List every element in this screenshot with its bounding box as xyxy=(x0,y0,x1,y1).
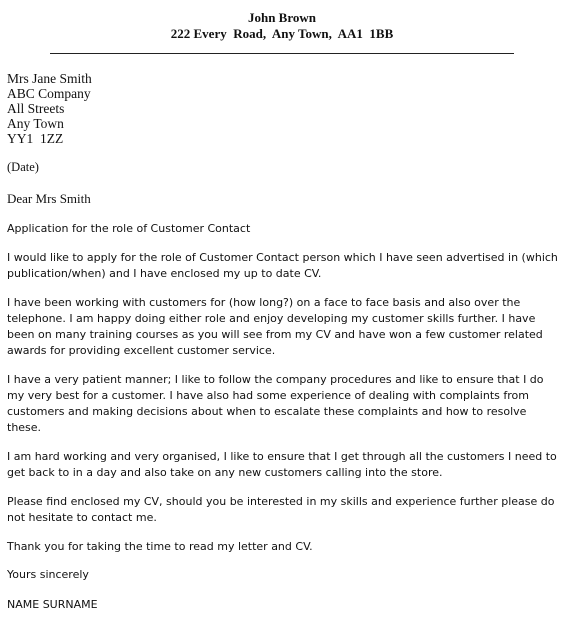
signature-name: NAME SURNAME xyxy=(7,598,98,611)
sender-name: John Brown xyxy=(247,10,317,25)
header-divider xyxy=(50,53,514,54)
letter-date: (Date) xyxy=(7,160,39,174)
body-paragraph: I would like to apply for the role of Customer Contact person which I have seen advertised in (which publication/when) and I have enclosed my up to date CV. xyxy=(7,251,558,280)
body-paragraph: Please find enclosed my CV, should you be interested in my skills and experience further please do not hesitate to contact me. xyxy=(7,495,555,524)
body-paragraph: I have a very patient manner; I like to follow the company procedures and like to ensure that I do my very best for a customer. I have also had some experience of dealing with complaints from customers and making decisions about when to escalate these complaints and how to resolve these. xyxy=(7,373,544,434)
recipient-postcode: YY1 1ZZ xyxy=(7,131,64,146)
salutation: Dear Mrs Smith xyxy=(7,191,91,206)
recipient-town: Any Town xyxy=(7,116,64,131)
sender-header xyxy=(0,0,564,42)
body-paragraph: I have been working with customers for (how long?) on a face to face basis and also over the telephone. I am happy doing either role and enjoy developing my customer skills further. I have been on many training courses as you will see from my CV and have won a few customer related awards for providing excellent customer service. xyxy=(7,296,543,357)
subject-line: Application for the role of Customer Contact xyxy=(7,222,251,235)
thank-you-paragraph: Thank you for taking the time to read my letter and CV. xyxy=(7,540,313,553)
recipient-name: Mrs Jane Smith xyxy=(7,71,92,86)
closing: Yours sincerely xyxy=(7,568,89,581)
sender-address: 222 Every Road, Any Town, AA1 1BB xyxy=(170,26,394,41)
body-paragraph: I am hard working and very organised, I like to ensure that I get through all the customers I need to get back to in a day and also take on any new customers calling into the store. xyxy=(7,450,557,479)
recipient-company: ABC Company xyxy=(7,86,91,101)
letter-body xyxy=(7,221,559,568)
recipient-street: All Streets xyxy=(7,101,65,116)
recipient-address-block xyxy=(7,71,92,146)
